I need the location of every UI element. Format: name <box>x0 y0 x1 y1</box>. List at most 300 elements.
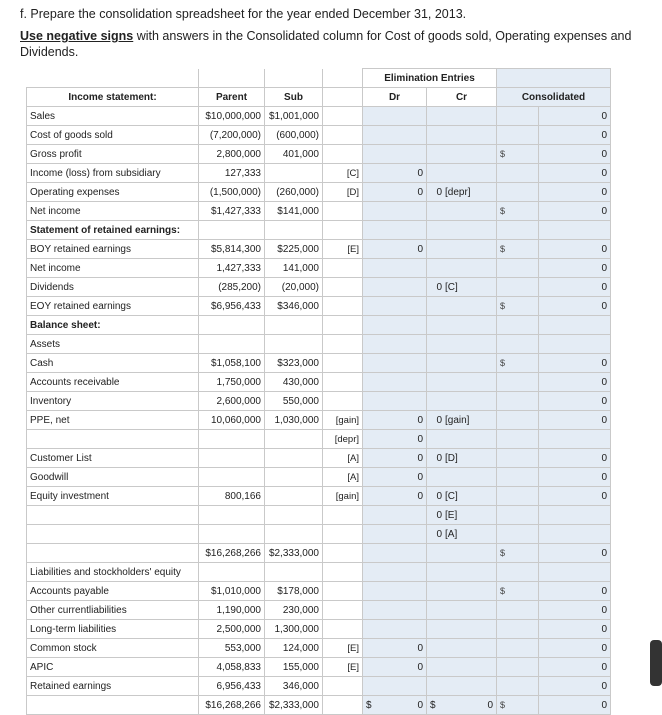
dr-ref-label <box>323 696 363 715</box>
question-prompt: f. Prepare the consolidation spreadsheet for the year ended December 31, 2013. <box>20 7 467 21</box>
row-label: Equity investment <box>27 487 199 506</box>
parent-value: 2,800,000 <box>199 145 265 164</box>
dr-cell[interactable]: 0 <box>363 183 427 202</box>
consolidated-dollar: $ <box>497 582 539 601</box>
parent-value: 6,956,433 <box>199 677 265 696</box>
sub-value <box>265 525 323 544</box>
cr-cell[interactable] <box>427 202 497 221</box>
consolidated-input[interactable]: 0 <box>539 107 611 126</box>
row-label: APIC <box>27 658 199 677</box>
sub-value: $225,000 <box>265 240 323 259</box>
parent-value <box>199 316 265 335</box>
cr-cell[interactable]: 0 [C] <box>427 278 497 297</box>
dr-cell[interactable]: 0 <box>363 240 427 259</box>
row-label: Customer List <box>27 449 199 468</box>
cr-cell[interactable] <box>427 373 497 392</box>
cr-cell[interactable] <box>427 221 497 240</box>
consolidated-input[interactable] <box>539 525 611 544</box>
cr-cell[interactable] <box>427 658 497 677</box>
dr-cell[interactable]: 0 <box>363 411 427 430</box>
dr-cell[interactable] <box>363 354 427 373</box>
dr-ref-label: [E] <box>323 639 363 658</box>
parent-value: $1,010,000 <box>199 582 265 601</box>
dr-ref-label <box>323 525 363 544</box>
dr-ref-label <box>323 601 363 620</box>
consolidated-input[interactable]: 0 <box>539 449 611 468</box>
row-label: Net income <box>27 259 199 278</box>
cr-cell[interactable]: 0 [D] <box>427 449 497 468</box>
row-label: Long-term liabilities <box>27 620 199 639</box>
consolidated-dollar: $ <box>497 297 539 316</box>
sub-header: Sub <box>265 88 323 107</box>
consolidated-input[interactable]: 0 <box>539 259 611 278</box>
consolidated-dollar <box>497 164 539 183</box>
cr-cell[interactable]: 0 [depr] <box>427 183 497 202</box>
cr-cell[interactable] <box>427 430 497 449</box>
row-label: Cash <box>27 354 199 373</box>
parent-value: $10,000,000 <box>199 107 265 126</box>
row-label: Operating expenses <box>27 183 199 202</box>
parent-value: $1,058,100 <box>199 354 265 373</box>
sub-value: 155,000 <box>265 658 323 677</box>
table-row <box>27 392 611 411</box>
consolidated-dollar <box>497 449 539 468</box>
dr-cell[interactable] <box>363 202 427 221</box>
row-label: Gross profit <box>27 145 199 164</box>
dr-cell[interactable] <box>363 392 427 411</box>
parent-value: 127,333 <box>199 164 265 183</box>
dr-ref-label <box>323 107 363 126</box>
cr-cell[interactable] <box>427 544 497 563</box>
dr-ref-label: [C] <box>323 164 363 183</box>
consolidated-dollar <box>497 487 539 506</box>
consolidated-input[interactable]: 0 <box>539 544 611 563</box>
dr-cell[interactable]: 0 <box>363 164 427 183</box>
parent-value: 10,060,000 <box>199 411 265 430</box>
sub-value <box>265 335 323 354</box>
consolidated-dollar <box>497 335 539 354</box>
sub-value: 1,300,000 <box>265 620 323 639</box>
parent-value <box>199 335 265 354</box>
sub-value: (20,000) <box>265 278 323 297</box>
row-label: Sales <box>27 107 199 126</box>
consolidated-input[interactable]: 0 <box>539 582 611 601</box>
dr-ref-label: [E] <box>323 240 363 259</box>
dr-cell[interactable] <box>363 297 427 316</box>
consolidated-input[interactable]: 0 <box>539 183 611 202</box>
row-label: Dividends <box>27 278 199 297</box>
row-label: Balance sheet: <box>27 316 199 335</box>
dr-ref-label <box>323 278 363 297</box>
table-row <box>27 677 611 696</box>
cr-cell[interactable] <box>427 107 497 126</box>
table-row <box>27 373 611 392</box>
dr-cell[interactable]: 0 <box>363 658 427 677</box>
cr-cell[interactable] <box>427 259 497 278</box>
dr-ref-label <box>323 316 363 335</box>
dr-cell[interactable]: 0 <box>363 639 427 658</box>
sub-value: 124,000 <box>265 639 323 658</box>
cr-cell[interactable] <box>427 240 497 259</box>
cr-cell[interactable] <box>427 392 497 411</box>
row-label <box>27 696 199 715</box>
table-row <box>27 278 611 297</box>
sub-value: 430,000 <box>265 373 323 392</box>
table-row <box>27 487 611 506</box>
consolidated-input[interactable]: 0 <box>539 297 611 316</box>
elimination-entries-header: Elimination Entries <box>363 69 497 88</box>
cr-cell[interactable] <box>427 639 497 658</box>
consolidated-input[interactable] <box>539 316 611 335</box>
consolidated-dollar <box>497 392 539 411</box>
instruction-bold: Use negative signs <box>20 29 134 43</box>
table-row <box>27 316 611 335</box>
consolidated-input[interactable]: 0 <box>539 468 611 487</box>
sub-value: $178,000 <box>265 582 323 601</box>
table-row <box>27 544 611 563</box>
table-row <box>27 202 611 221</box>
consolidated-dollar <box>497 259 539 278</box>
cr-cell[interactable] <box>427 677 497 696</box>
row-label: Other currentliabilities <box>27 601 199 620</box>
row-label: Common stock <box>27 639 199 658</box>
dr-cell[interactable] <box>363 259 427 278</box>
parent-value: 1,427,333 <box>199 259 265 278</box>
cr-cell[interactable] <box>427 468 497 487</box>
consolidation-spreadsheet <box>26 68 611 715</box>
table-row <box>27 411 611 430</box>
consolidated-dollar: $ <box>497 354 539 373</box>
sub-value: 550,000 <box>265 392 323 411</box>
cr-cell[interactable] <box>427 126 497 145</box>
table-row <box>27 335 611 354</box>
consolidated-dollar <box>497 639 539 658</box>
consolidated-input[interactable]: 0 <box>539 658 611 677</box>
table-row <box>27 658 611 677</box>
income-statement-header: Income statement: <box>27 88 199 107</box>
table-row <box>27 183 611 202</box>
dr-cell[interactable]: 0 <box>363 487 427 506</box>
consolidated-input[interactable]: 0 <box>539 696 611 715</box>
cr-cell[interactable] <box>427 145 497 164</box>
sub-value <box>265 468 323 487</box>
sub-value <box>265 563 323 582</box>
dr-ref-label: [D] <box>323 183 363 202</box>
row-label <box>27 506 199 525</box>
consolidated-input[interactable] <box>539 506 611 525</box>
parent-value: 800,166 <box>199 487 265 506</box>
consolidated-dollar: $ <box>497 696 539 715</box>
table-row <box>27 696 611 715</box>
parent-value: $5,814,300 <box>199 240 265 259</box>
row-label: Income (loss) from subsidiary <box>27 164 199 183</box>
sub-value: 346,000 <box>265 677 323 696</box>
dr-ref-label: [depr] <box>323 430 363 449</box>
dr-ref-label <box>323 221 363 240</box>
sub-value: 401,000 <box>265 145 323 164</box>
table-row <box>27 145 611 164</box>
sub-value: 230,000 <box>265 601 323 620</box>
parent-value <box>199 468 265 487</box>
sub-value <box>265 164 323 183</box>
sub-value: $346,000 <box>265 297 323 316</box>
dr-ref-label: [gain] <box>323 411 363 430</box>
sub-value <box>265 487 323 506</box>
dr-cell[interactable]: 0 <box>363 449 427 468</box>
sub-value <box>265 449 323 468</box>
dr-cell[interactable] <box>363 601 427 620</box>
dr-cell[interactable] <box>363 506 427 525</box>
sub-value <box>265 430 323 449</box>
parent-value: (1,500,000) <box>199 183 265 202</box>
sub-value: $2,333,000 <box>265 544 323 563</box>
consolidated-dollar <box>497 677 539 696</box>
sub-value <box>265 221 323 240</box>
table-row <box>27 525 611 544</box>
cr-cell[interactable] <box>427 354 497 373</box>
consolidated-input[interactable]: 0 <box>539 373 611 392</box>
consolidated-input[interactable]: 0 <box>539 639 611 658</box>
table-row <box>27 354 611 373</box>
consolidated-dollar <box>497 601 539 620</box>
table-row <box>27 582 611 601</box>
consolidated-dollar <box>497 525 539 544</box>
dr-cell[interactable] <box>363 278 427 297</box>
dr-cell[interactable] <box>363 563 427 582</box>
sub-value: $2,333,000 <box>265 696 323 715</box>
table-row <box>27 221 611 240</box>
cr-cell[interactable] <box>427 297 497 316</box>
row-label: Liabilities and stockholders' equity <box>27 563 199 582</box>
dr-cell[interactable] <box>363 126 427 145</box>
cr-cell[interactable]: 0 [E] <box>427 506 497 525</box>
table-row <box>27 126 611 145</box>
row-label <box>27 525 199 544</box>
cr-cell[interactable] <box>427 164 497 183</box>
dr-cell[interactable]: $ 0 <box>363 696 427 715</box>
parent-value: 2,500,000 <box>199 620 265 639</box>
table-row <box>27 297 611 316</box>
dr-ref-label <box>323 354 363 373</box>
dr-ref-label: [E] <box>323 658 363 677</box>
parent-value: 4,058,833 <box>199 658 265 677</box>
dr-cell[interactable] <box>363 145 427 164</box>
row-label: Cost of goods sold <box>27 126 199 145</box>
dr-cell[interactable]: 0 <box>363 468 427 487</box>
parent-value: 1,190,000 <box>199 601 265 620</box>
consolidated-dollar <box>497 126 539 145</box>
consolidated-dollar <box>497 658 539 677</box>
consolidated-dollar <box>497 563 539 582</box>
dr-cell[interactable] <box>363 677 427 696</box>
cr-cell[interactable] <box>427 601 497 620</box>
consolidated-dollar <box>497 430 539 449</box>
consolidated-dollar: $ <box>497 202 539 221</box>
consolidated-input[interactable]: 0 <box>539 240 611 259</box>
instruction-text <box>20 28 660 60</box>
table-row <box>27 506 611 525</box>
table-row <box>27 620 611 639</box>
consolidated-dollar <box>497 411 539 430</box>
table-row <box>27 259 611 278</box>
parent-value: $6,956,433 <box>199 297 265 316</box>
cr-cell[interactable] <box>427 563 497 582</box>
parent-header: Parent <box>199 88 265 107</box>
table-row <box>27 164 611 183</box>
cr-cell[interactable]: 0 [C] <box>427 487 497 506</box>
dr-ref-label <box>323 259 363 278</box>
dr-ref-label <box>323 582 363 601</box>
sub-value: 1,030,000 <box>265 411 323 430</box>
header-row-1 <box>27 69 611 88</box>
row-label: Goodwill <box>27 468 199 487</box>
consolidated-input[interactable]: 0 <box>539 677 611 696</box>
row-label: PPE, net <box>27 411 199 430</box>
dr-ref-label <box>323 563 363 582</box>
dr-cell[interactable]: 0 <box>363 430 427 449</box>
dr-header: Dr <box>363 88 427 107</box>
dr-ref-label <box>323 620 363 639</box>
dr-cell[interactable] <box>363 525 427 544</box>
parent-value <box>199 221 265 240</box>
consolidated-input[interactable]: 0 <box>539 164 611 183</box>
consolidated-input[interactable] <box>539 430 611 449</box>
row-label <box>27 544 199 563</box>
dr-ref-label <box>323 126 363 145</box>
consolidated-dollar <box>497 506 539 525</box>
cr-cell[interactable] <box>427 620 497 639</box>
sub-value: (260,000) <box>265 183 323 202</box>
row-label: Assets <box>27 335 199 354</box>
cr-cell[interactable]: $ 0 <box>427 696 497 715</box>
dr-ref-label <box>323 373 363 392</box>
consolidated-dollar <box>497 620 539 639</box>
parent-value: (7,200,000) <box>199 126 265 145</box>
consolidated-dollar: $ <box>497 544 539 563</box>
cr-cell[interactable] <box>427 316 497 335</box>
consolidated-input[interactable] <box>539 335 611 354</box>
dr-cell[interactable] <box>363 620 427 639</box>
parent-value: 553,000 <box>199 639 265 658</box>
consolidated-input[interactable] <box>539 563 611 582</box>
consolidated-input[interactable]: 0 <box>539 392 611 411</box>
cr-cell[interactable]: 0 [A] <box>427 525 497 544</box>
cr-cell[interactable] <box>427 335 497 354</box>
consolidated-input[interactable]: 0 <box>539 202 611 221</box>
table-row <box>27 449 611 468</box>
cr-cell[interactable] <box>427 582 497 601</box>
dr-cell[interactable] <box>363 544 427 563</box>
cr-cell[interactable]: 0 [gain] <box>427 411 497 430</box>
dr-ref-label <box>323 335 363 354</box>
consolidated-input[interactable]: 0 <box>539 601 611 620</box>
consolidated-input[interactable]: 0 <box>539 411 611 430</box>
parent-value: $16,268,266 <box>199 544 265 563</box>
dr-cell[interactable] <box>363 582 427 601</box>
table-row <box>27 601 611 620</box>
parent-value <box>199 430 265 449</box>
dr-cell[interactable] <box>363 373 427 392</box>
table-row <box>27 468 611 487</box>
dr-cell[interactable] <box>363 335 427 354</box>
table-row <box>27 639 611 658</box>
dr-cell[interactable] <box>363 221 427 240</box>
consolidated-input[interactable]: 0 <box>539 278 611 297</box>
consolidated-input[interactable]: 0 <box>539 145 611 164</box>
row-label: Accounts payable <box>27 582 199 601</box>
row-label: Accounts receivable <box>27 373 199 392</box>
dr-ref-label <box>323 677 363 696</box>
row-label <box>27 430 199 449</box>
sub-value: $141,000 <box>265 202 323 221</box>
sub-value: $1,001,000 <box>265 107 323 126</box>
consolidated-dollar <box>497 373 539 392</box>
row-label: Retained earnings <box>27 677 199 696</box>
scrollbar-thumb[interactable] <box>650 640 662 686</box>
row-label: Statement of retained earnings: <box>27 221 199 240</box>
sub-value: (600,000) <box>265 126 323 145</box>
parent-value: (285,200) <box>199 278 265 297</box>
row-label: Inventory <box>27 392 199 411</box>
table-row <box>27 240 611 259</box>
table-row <box>27 430 611 449</box>
consolidated-dollar <box>497 316 539 335</box>
sub-value: 141,000 <box>265 259 323 278</box>
consolidated-input[interactable]: 0 <box>539 354 611 373</box>
consolidated-dollar <box>497 468 539 487</box>
dr-ref-label: [A] <box>323 449 363 468</box>
dr-cell[interactable] <box>363 107 427 126</box>
table-row <box>27 88 611 107</box>
dr-ref-label <box>323 392 363 411</box>
sub-value <box>265 316 323 335</box>
consolidated-input[interactable] <box>539 221 611 240</box>
parent-value: 2,600,000 <box>199 392 265 411</box>
row-label: EOY retained earnings <box>27 297 199 316</box>
consolidated-dollar: $ <box>497 240 539 259</box>
consolidated-input[interactable]: 0 <box>539 487 611 506</box>
consolidated-dollar <box>497 221 539 240</box>
consolidated-input[interactable]: 0 <box>539 126 611 145</box>
sub-value <box>265 506 323 525</box>
consolidated-input[interactable]: 0 <box>539 620 611 639</box>
instructions <box>20 6 660 60</box>
parent-value: $1,427,333 <box>199 202 265 221</box>
consolidated-dollar <box>497 107 539 126</box>
parent-value <box>199 449 265 468</box>
dr-ref-label: [gain] <box>323 487 363 506</box>
consolidated-dollar <box>497 278 539 297</box>
dr-ref-label: [A] <box>323 468 363 487</box>
consolidated-dollar: $ <box>497 145 539 164</box>
dr-cell[interactable] <box>363 316 427 335</box>
dr-ref-label <box>323 506 363 525</box>
sub-value: $323,000 <box>265 354 323 373</box>
dr-ref-label <box>323 544 363 563</box>
consolidated-header: Consolidated <box>497 88 611 107</box>
instruction-rest: with answers in the Consolidated column for Cost of goods sold, Operating expenses and Dividends. <box>20 29 632 59</box>
consolidated-dollar <box>497 183 539 202</box>
table-row <box>27 563 611 582</box>
cr-header: Cr <box>427 88 497 107</box>
parent-value <box>199 563 265 582</box>
dr-ref-label <box>323 145 363 164</box>
parent-value <box>199 525 265 544</box>
row-label: Net income <box>27 202 199 221</box>
table-row <box>27 107 611 126</box>
row-label: BOY retained earnings <box>27 240 199 259</box>
dr-ref-label <box>323 297 363 316</box>
